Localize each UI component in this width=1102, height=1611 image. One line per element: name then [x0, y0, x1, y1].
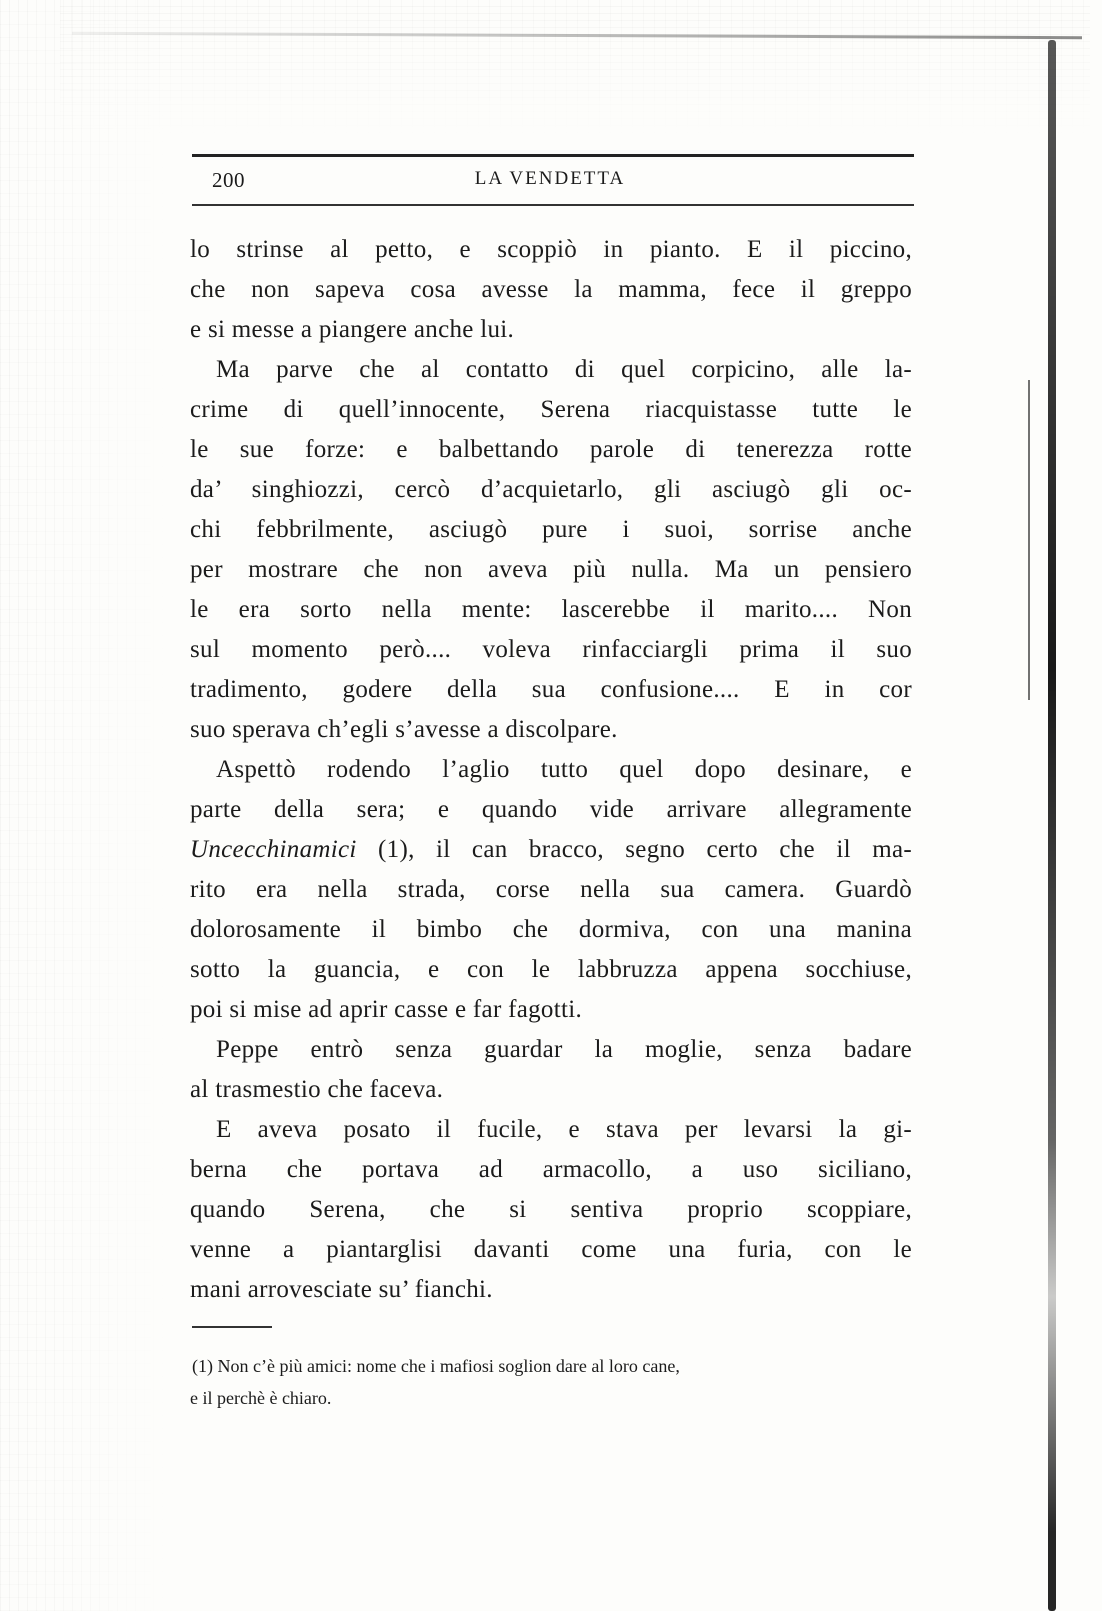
text-line: sotto la guancia, e con le labbruzza appena socchiuse,: [190, 956, 912, 983]
page-edge-shadow: [1048, 40, 1056, 1611]
text-line: che non sapeva cosa avesse la mamma, fece il greppo: [190, 276, 912, 303]
text-line: dolorosamente il bimbo che dormiva, con una manina: [190, 916, 912, 943]
scan-noise-left: [0, 0, 170, 1611]
text-line: venne a piantarglisi davanti come una furia, con le: [190, 1236, 912, 1263]
footnote: [190, 1350, 916, 1414]
text-line-rest: (1), il can bracco, segno certo che il ma-: [378, 836, 912, 863]
header-rule-bottom: [192, 204, 914, 206]
footnote-line: (1) Non c’è più amici: nome che i mafiosi soglion dare al loro cane,: [192, 1356, 680, 1376]
running-title: LA VENDETTA: [474, 168, 626, 189]
footnote-line: e il perchè è chiaro.: [190, 1388, 332, 1408]
body-text: [190, 230, 912, 1310]
text-line: lo strinse al petto, e scoppiò in pianto. E il piccino,: [190, 236, 912, 263]
text-line: quando Serena, che si sentiva proprio scoppiare,: [190, 1196, 912, 1223]
text-line: per mostrare che non aveva più nulla. Ma un pensiero: [190, 556, 912, 583]
text-line: mani arrovesciate su’ fianchi.: [190, 1276, 493, 1303]
text-line: e si messe a piangere anche lui.: [190, 316, 515, 343]
text-line: chi febbrilmente, asciugò pure i suoi, sorrise anche: [190, 516, 912, 543]
text-line: le era sorto nella mente: lascerebbe il marito.... Non: [190, 596, 912, 623]
header-rule-top: [192, 154, 914, 157]
dog-name: Uncecchinamici: [190, 836, 357, 863]
scan-noise-top: [60, 0, 1090, 140]
text-line: Ma parve che al contatto di quel corpicino, alle la-: [216, 356, 912, 383]
text-line: Aspettò rodendo l’aglio tutto quel dopo desinare, e: [216, 756, 912, 783]
text-line: suo sperava ch’egli s’avesse a discolpare.: [190, 716, 618, 743]
text-line: al trasmestio che faceva.: [190, 1076, 444, 1103]
text-line: sul momento però.... voleva rinfacciargli prima il suo: [190, 636, 912, 663]
text-line: berna che portava ad armacollo, a uso siciliano,: [190, 1156, 912, 1183]
page-edge-line: [1028, 380, 1030, 700]
text-line: poi si mise ad aprir casse e far fagotti.: [190, 996, 583, 1023]
page-number: 200: [212, 168, 245, 192]
text-line: crime di quell’innocente, Serena riacquistasse tutte le: [190, 396, 912, 423]
text-line: le sue forze: e balbettando parole di tenerezza rotte: [190, 436, 912, 463]
text-line: rito era nella strada, corse nella sua camera. Guardò: [190, 876, 912, 903]
text-line: tradimento, godere della sua confusione.... E in cor: [190, 676, 912, 703]
text-line: da’ singhiozzi, cercò d’acquietarlo, gli asciugò gli oc-: [190, 476, 912, 503]
text-line-mixed: [190, 830, 912, 870]
text-line: parte della sera; e quando vide arrivare allegramente: [190, 796, 912, 823]
text-line: E aveva posato il fucile, e stava per levarsi la gi-: [216, 1116, 912, 1143]
footnote-rule: [192, 1326, 272, 1328]
text-line: Peppe entrò senza guardar la moglie, senza badare: [216, 1036, 912, 1063]
